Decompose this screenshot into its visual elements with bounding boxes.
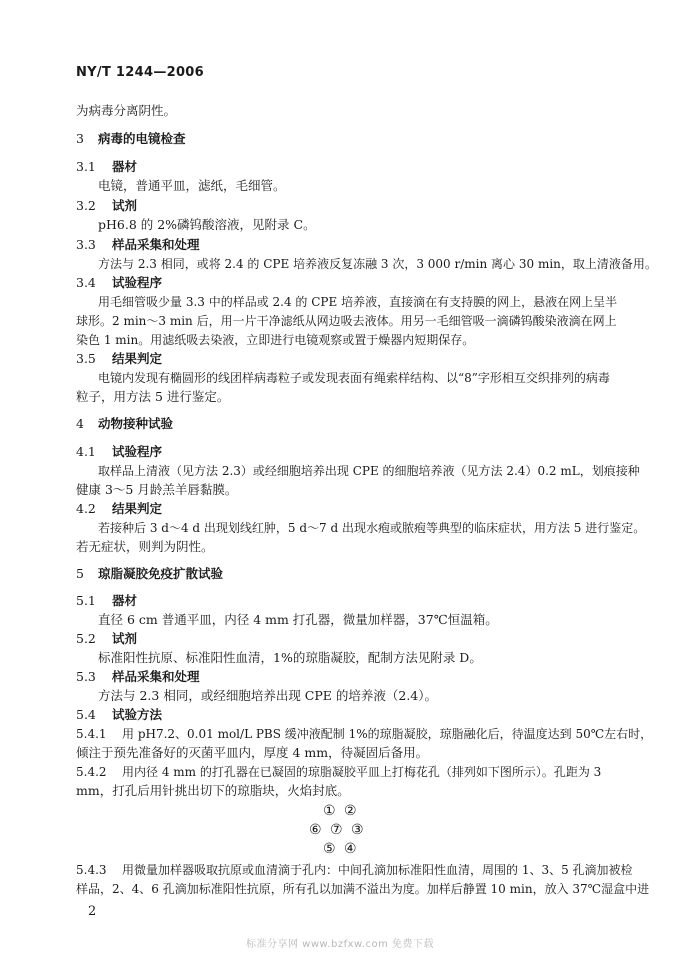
section-5-4-1-line-1: 5.4.1 用 pH7.2、0.01 mol/L PBS 缓冲液配制 1%的琼脂凝胶，琼脂融化后，待温度达到 50℃左右时， (76, 727, 653, 741)
section-3-4-line-1: 用毛细管吸少量 3.3 中的样品或 2.4 的 CPE 培养液，直接滴在有支持膜的网上，悬液在网上呈半 (98, 295, 618, 309)
section-3-1-heading: 3.1 器材 (76, 159, 138, 174)
section-3-4-heading: 3.4 试验程序 (76, 275, 163, 290)
section-4-heading: 4 动物接种试验 (76, 416, 174, 431)
standard-code: NY/T 1244—2006 (76, 65, 204, 80)
section-3-5-line-1: 电镜内发现有椭圆形的线团样病毒粒子或发现表面有绳索样结构、以“8”字形相互交织排列的病毒 (98, 371, 610, 385)
paragraph-line: 为病毒分离阴性。 (76, 103, 177, 118)
section-5-4-3-line-2: 样品，2、4、6 孔滴加标准阳性抗原，所有孔以加满不溢出为度。加样后静置 10 min，放入 37℃湿盒中进 (76, 882, 650, 896)
watermark-footer: 标准分享网 www.bzfxw.com 免费下载 (246, 939, 434, 950)
section-3-5-line-2: 粒子，用方法 5 进行鉴定。 (76, 389, 230, 404)
well-diagram-row-3: ⑤ ④ (323, 841, 359, 857)
section-3-heading: 3 病毒的电镜检查 (76, 131, 186, 146)
section-3-3-text: 方法与 2.3 相同，或将 2.4 的 CPE 培养液反复冻融 3 次，3 000 r/min 离心 30 min，取上清液备用。 (98, 257, 657, 271)
section-5-4-heading: 5.4 试验方法 (76, 707, 163, 722)
section-3-2-text: pH6.8 的 2%磷钨酸溶液，见附录 C。 (98, 217, 316, 232)
section-4-2-line-2: 若无症状，则判为阴性。 (76, 539, 214, 554)
section-4-1-line-1: 取样品上清液（见方法 2.3）或经细胞培养出现 CPE 的细胞培养液（见方法 2.4）0.2 mL，划痕接种 (98, 464, 640, 478)
well-diagram-row-2: ⑥ ⑦ ③ (309, 822, 366, 838)
section-3-2-heading: 3.2 试剂 (76, 198, 138, 213)
section-3-4-line-2: 球形。2 min～3 min 后，用一片干净滤纸从网边吸去液体。用另一毛细管吸一滴磷钨酸染液滴在网上 (76, 314, 617, 328)
section-5-2-heading: 5.2 试剂 (76, 631, 138, 646)
section-5-1-text: 直径 6 cm 普通平皿，内径 4 mm 打孔器，微量加样器，37℃恒温箱。 (98, 612, 498, 627)
section-5-4-2-line-1: 5.4.2 用内径 4 mm 的打孔器在已凝固的琼脂凝胶平皿上打梅花孔（排列如下图所示）。孔距为 3 (76, 765, 602, 779)
section-4-2-heading: 4.2 结果判定 (76, 501, 163, 516)
section-3-4-line-3: 染色 1 min。用滤纸吸去染液，立即进行电镜观察或置于燥器内短期保存。 (76, 333, 475, 347)
section-5-4-1-line-2: 倾注于预先准备好的灭菌平皿内，厚度 4 mm，待凝固后备用。 (76, 745, 429, 760)
well-diagram-row-1: ① ② (323, 803, 359, 819)
section-5-1-heading: 5.1 器材 (76, 593, 138, 608)
section-3-1-text: 电镜，普通平皿，滤纸，毛细管。 (98, 178, 286, 193)
section-5-4-3-line-1: 5.4.3 用微量加样器吸取抗原或血清滴于孔内：中间孔滴加标准阳性血清，周围的 1、3、5 孔滴加被检 (76, 863, 633, 877)
section-5-2-text: 标准阳性抗原、标准阳性血清，1%的琼脂凝胶，配制方法见附录 D。 (98, 650, 482, 665)
section-5-3-heading: 5.3 样品采集和处理 (76, 669, 200, 684)
section-5-4-2-line-2: mm，打孔后用针挑出切下的琼脂块，火焰封底。 (76, 783, 350, 798)
page-number: 2 (88, 904, 97, 919)
section-4-1-line-2: 健康 3～5 月龄羔羊唇黏膜。 (76, 482, 238, 497)
section-5-heading: 5 琼脂凝胶免疫扩散试验 (76, 566, 224, 581)
section-5-3-text: 方法与 2.3 相同，或经细胞培养出现 CPE 的培养液（2.4）。 (98, 688, 438, 703)
section-4-1-heading: 4.1 试验程序 (76, 444, 163, 459)
section-3-3-heading: 3.3 样品采集和处理 (76, 237, 200, 252)
section-3-5-heading: 3.5 结果判定 (76, 351, 163, 366)
section-4-2-line-1: 若接种后 3 d～4 d 出现划线红肿，5 d～7 d 出现水疱或脓疱等典型的临床症状，用方法 5 进行鉴定。 (98, 521, 646, 535)
